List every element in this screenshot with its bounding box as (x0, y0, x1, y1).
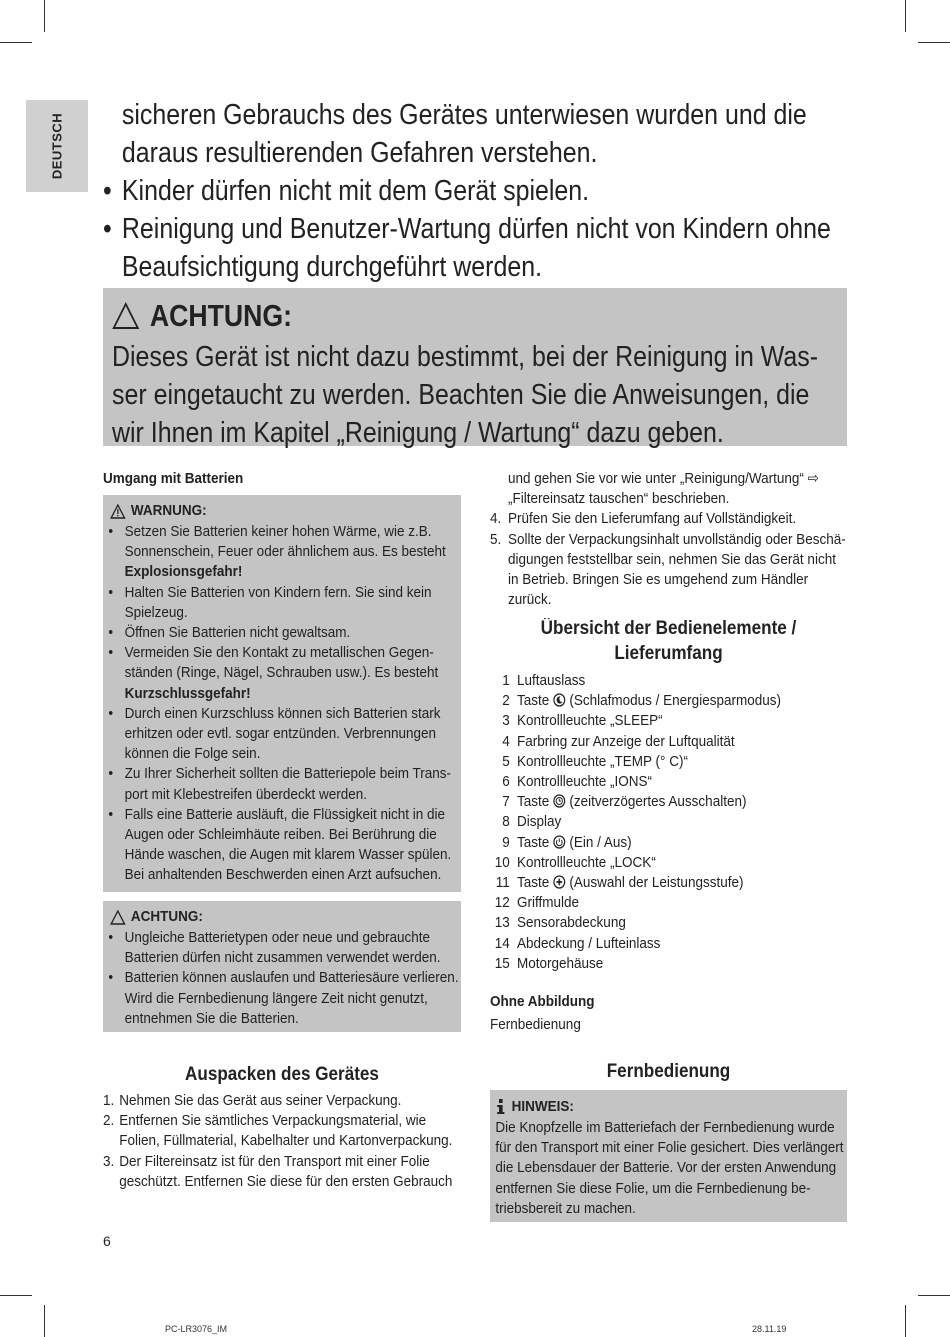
list-item: 11 Taste (Auswahl der Leistungsstufe) (495, 874, 744, 892)
crop-mark (905, 0, 906, 32)
remote-note-box (490, 1090, 847, 1222)
list-item: 4. Prüfen Sie den Lieferumfang auf Vollständigkeit. (490, 510, 797, 528)
warning-line: wir Ihnen im Kapitel „Reinigung / Wartung“ dazu geben. (112, 417, 724, 449)
overview-section (490, 616, 847, 1035)
info-icon (495, 1099, 506, 1115)
warning-line: ser eingetaucht zu werden. Beachten Sie die Anweisungen, die (112, 379, 810, 411)
list-item: 15 Motorgehäuse (494, 954, 604, 972)
power-icon (553, 835, 566, 849)
list-item: 1. Nehmen Sie das Gerät aus seiner Verpackung. (103, 1092, 402, 1109)
list-item: • Batterien können auslaufen und Batteriesäure verlieren. Wird die Fernbedienung längere Zeit nicht genutzt, entnehmen Sie die Batterien. (103, 968, 465, 1029)
battery-caution-heading (110, 906, 465, 928)
overview-heading: Übersicht der Bedienelemente / Lieferumfang (540, 618, 797, 664)
list-item: 3. Der Filtereinsatz ist für den Transport mit einer Folie geschützt. Entfernen Sie diese für den ersten Gebrauch (103, 1152, 453, 1190)
battery-warning-title: WARNUNG: (130, 501, 207, 519)
parts-list (490, 671, 846, 1035)
unpack-continued: und gehen Sie vor wie unter „Reinigung/Wartung“ ⇨ „Filtereinsatz tauschen“ beschrieben. (508, 470, 819, 508)
list-item: 8 Display (502, 813, 562, 831)
list-item: 6 Kontrollleuchte „IONS“ (502, 773, 653, 791)
crop-mark (918, 42, 950, 43)
list-item: 5 Kontrollleuchte „TEMP (° C)“ (502, 752, 688, 770)
timer-icon (553, 794, 566, 808)
without-illustration-heading: Ohne Abbildung (490, 993, 595, 1011)
note-heading (495, 1096, 848, 1118)
continued-line: sicheren Gebrauchs des Gerätes unterwiesen wurden und die (121, 99, 807, 131)
moon-icon (553, 693, 566, 707)
list-item: • Vermeiden Sie den Kontakt zu metallischen Gegenständen (Ringe, Nägel, Schrauben usw.). Es besteht Kurzschlussgefahr! (103, 643, 465, 704)
battery-caution-title: ACHTUNG: (130, 907, 203, 925)
cleaning-warning-box (103, 288, 847, 449)
language-tab (26, 100, 88, 192)
list-item: 2 Taste (Schlafmodus / Energiesparmodus) (502, 692, 781, 710)
warning-heading (112, 294, 852, 338)
crop-mark (0, 42, 32, 43)
list-item: 2. Entfernen Sie sämtliches Verpackungsmaterial, wie Folien, Füllmaterial, Kabelhalter und Kartonverpackung. (103, 1112, 453, 1150)
language-tab-label: DEUTSCH (49, 112, 65, 180)
list-item: • Ungleiche Batterietypen oder neue und gebrauchte Batterien dürfen nicht zusammen verwendet werden. (103, 928, 465, 968)
crop-mark (0, 1295, 32, 1296)
list-item: 7 Taste (zeitverzögertes Ausschalten) (502, 793, 747, 811)
warning-body (112, 338, 852, 452)
list-item: 4 Farbring zur Anzeige der Luftqualität (502, 732, 735, 750)
footer-date: 28.11.19 (752, 1324, 787, 1334)
crop-mark (918, 1295, 950, 1296)
list-item: • Halten Sie Batterien von Kindern fern. Sie sind kein Spielzeug. (103, 583, 465, 623)
list-item: 3 Kontrollleuchte „SLEEP“ (502, 712, 663, 730)
crop-mark (44, 0, 45, 32)
list-item: • Setzen Sie Batterien keiner hohen Wärme, wie z.B. Sonnenschein, Feuer oder ähnlichem aus. Es besteht Explosionsgefahr! (103, 522, 465, 583)
warning-title: ACHTUNG: (149, 298, 293, 333)
crop-mark (44, 1305, 45, 1337)
warning-line: Dieses Gerät ist nicht dazu bestimmt, bei der Reinigung in Was- (112, 341, 819, 373)
remote-heading: Fernbedienung (606, 1061, 731, 1082)
note-title: HINWEIS: (511, 1097, 574, 1115)
batteries-heading: Umgang mit Batterien (103, 470, 244, 487)
battery-caution-box (103, 901, 461, 1032)
bullet-item: • Reinigung und Benutzer-Wartung dürfen nicht von Kindern ohne Beaufsichtigung durchgeführt werden. (103, 210, 848, 286)
left-column (103, 469, 461, 489)
list-item: 14 Abdeckung / Lufteinlass (494, 934, 661, 952)
list-item: • Öffnen Sie Batterien nicht gewaltsam. (103, 623, 465, 643)
fan-icon (553, 875, 566, 889)
list-item: 1 Luftauslass (502, 672, 586, 689)
right-column-top (490, 469, 847, 610)
crop-mark (905, 1305, 906, 1337)
list-item: 5. Sollte der Verpackungsinhalt unvollständig oder Beschädigungen feststellbar sein, nehmen Sie das Gerät nicht in Betrieb. Bringen Sie es umgehend zum Händler zurück. (490, 530, 846, 609)
unpack-section (103, 1062, 461, 1192)
warning-triangle-icon (110, 910, 125, 925)
unpack-heading: Auspacken des Gerätes (185, 1064, 379, 1085)
list-item: 13 Sensorabdeckung (494, 914, 626, 932)
list-item: • Falls eine Batterie ausläuft, die Flüssigkeit nicht in die Augen oder Schleimhäute reiben. Bei Berührung die Hände waschen, die Augen mit klarem Wasser spülen. Bei anhaltenden Beschwerden einen Arzt aufsuchen. (103, 805, 465, 886)
page-number: 6 (103, 1233, 111, 1249)
remote-section (490, 1059, 847, 1084)
bullet-item: • Kinder dürfen nicht mit dem Gerät spielen. (103, 172, 848, 210)
footer-doc-id: PC-LR3076_IM (165, 1324, 228, 1334)
continued-line: daraus resultierenden Gefahren verstehen. (121, 137, 598, 169)
list-item: • Durch einen Kurzschluss können sich Batterien stark erhitzen oder evtl. sogar entzünden. Verbrennungen können die Folge sein. (103, 704, 465, 765)
list-item: • Zu Ihrer Sicherheit sollten die Batteriepole beim Transport mit Klebestreifen überdeckt werden. (103, 764, 465, 804)
top-text (103, 96, 848, 286)
list-item: 10 Kontrollleuchte „LOCK“ (494, 853, 656, 871)
battery-warning-heading (110, 500, 465, 522)
note-text: Die Knopfzelle im Batteriefach der Fernbedienung wurde für den Transport mit einer Folie gesichert. Dies verlängert die Lebensdauer der Batterie. Vor der ersten Anwendung entfernen Sie diese Folie, um die Fernbedienung betriebsbereit zu machen. (495, 1119, 844, 1217)
list-item: 9 Taste (Ein / Aus) (502, 833, 632, 851)
without-illustration-item: Fernbedienung (490, 1016, 581, 1034)
warning-triangle-icon (110, 504, 125, 519)
list-item: 12 Griffmulde (494, 894, 580, 912)
warning-triangle-icon (112, 302, 140, 330)
battery-warning-box (103, 495, 461, 892)
